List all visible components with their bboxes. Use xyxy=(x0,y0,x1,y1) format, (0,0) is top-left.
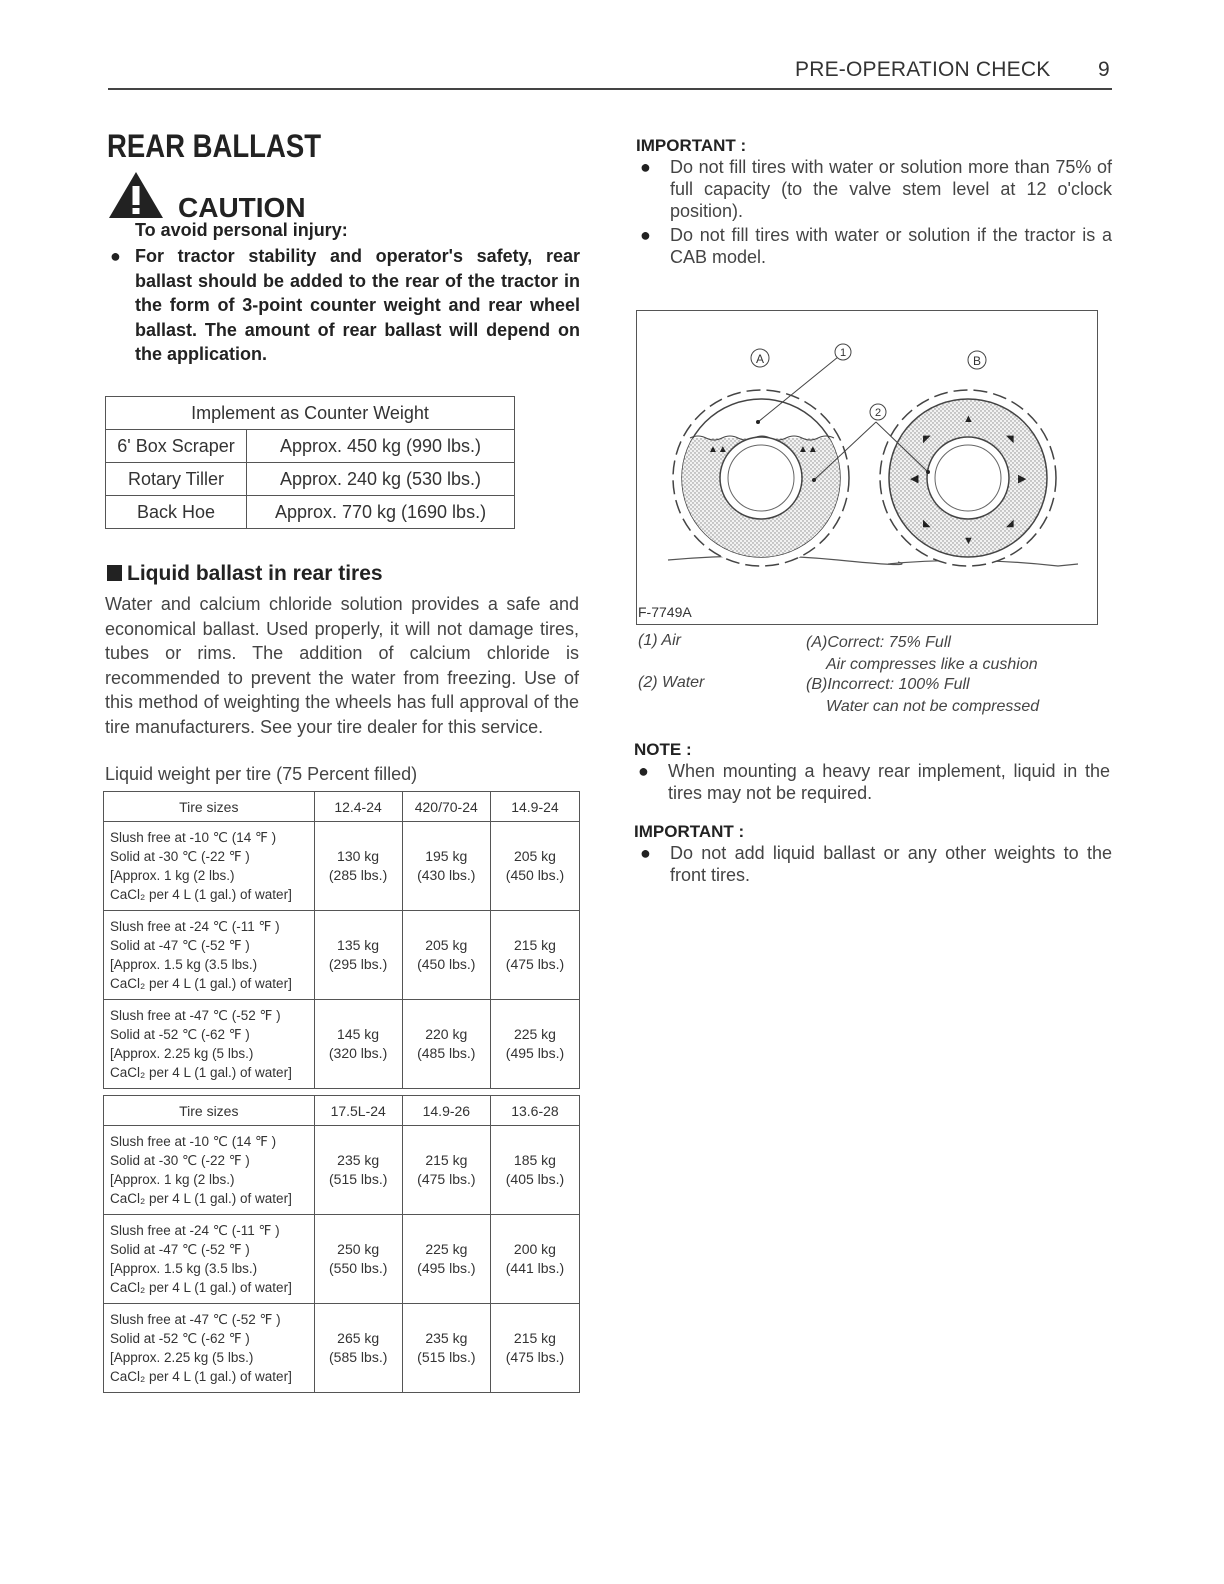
condition-line: CaCl₂ per 4 L (1 gal.) of water] xyxy=(110,1369,292,1384)
weight-lbs: (450 lbs.) xyxy=(417,956,476,972)
tire-size-header: 17.5L-24 xyxy=(314,1096,402,1126)
important-bullet-text: Do not fill tires with water or solution if the tractor is a CAB model. xyxy=(670,225,1112,267)
condition-cell xyxy=(104,1000,315,1089)
legend-a-line1: (A)Correct: 75% Full xyxy=(806,634,951,651)
legend-air: (1) Air xyxy=(638,632,681,649)
weight-value-cell xyxy=(402,1304,490,1393)
weight-value-cell xyxy=(402,1215,490,1304)
weight-lbs: (285 lbs.) xyxy=(328,867,388,883)
condition-line: [Approx. 2.25 kg (5 lbs.) xyxy=(110,1046,254,1061)
weight-kg: 215 kg xyxy=(513,937,556,953)
caution-bullet xyxy=(110,244,580,367)
figure-id: F-7749A xyxy=(638,604,692,620)
liquid-ballast-heading xyxy=(107,562,383,586)
weight-value-cell xyxy=(490,1000,579,1089)
weight-lbs: (450 lbs.) xyxy=(505,867,565,883)
condition-line: Slush free at -47 ℃ (-52 ℉ ) xyxy=(110,1312,281,1327)
weight-value-cell xyxy=(490,1126,579,1215)
table-row xyxy=(104,1000,580,1089)
condition-line: CaCl₂ per 4 L (1 gal.) of water] xyxy=(110,887,292,902)
weight-lbs: (475 lbs.) xyxy=(505,1349,565,1365)
table-row xyxy=(104,1215,580,1304)
weight-lbs: (475 lbs.) xyxy=(505,956,565,972)
condition-line: CaCl₂ per 4 L (1 gal.) of water] xyxy=(110,1191,292,1206)
condition-line: CaCl₂ per 4 L (1 gal.) of water] xyxy=(110,976,292,991)
weight-kg: 215 kg xyxy=(513,1330,556,1346)
weight-lbs: (430 lbs.) xyxy=(417,867,476,883)
section-title: REAR BALLAST xyxy=(107,128,322,164)
weight-lbs: (441 lbs.) xyxy=(505,1260,565,1276)
weight-cell: Approx. 240 kg (530 lbs.) xyxy=(247,463,515,496)
weight-kg: 220 kg xyxy=(425,1026,468,1042)
important-bullet-text: Do not add liquid ballast or any other weights to the front tires. xyxy=(670,843,1112,885)
weight-kg: 135 kg xyxy=(337,937,380,953)
page-number: 9 xyxy=(1098,58,1110,81)
condition-line: Solid at -47 ℃ (-52 ℉ ) xyxy=(110,1242,250,1257)
warning-triangle-icon xyxy=(107,170,165,220)
table-row xyxy=(104,1126,580,1215)
weight-value-cell xyxy=(402,1000,490,1089)
condition-cell xyxy=(104,1126,315,1215)
condition-cell xyxy=(104,1215,315,1304)
weight-lbs: (495 lbs.) xyxy=(417,1260,476,1276)
weight-kg: 205 kg xyxy=(425,937,468,953)
weight-lbs: (515 lbs.) xyxy=(329,1171,388,1187)
legend-b-line2: Water can not be compressed xyxy=(826,698,1040,715)
weight-value-cell xyxy=(314,1000,402,1089)
weight-lbs: (495 lbs.) xyxy=(505,1045,565,1061)
weight-kg: 195 kg xyxy=(425,848,468,864)
weight-value-cell xyxy=(402,1126,490,1215)
weight-kg: 145 kg xyxy=(337,1026,380,1042)
liquid-weight-table-1 xyxy=(103,791,580,1089)
weight-value-cell xyxy=(490,822,579,911)
condition-line: Slush free at -47 ℃ (-52 ℉ ) xyxy=(110,1008,281,1023)
weight-kg: 215 kg xyxy=(425,1152,468,1168)
weight-kg: 225 kg xyxy=(513,1026,556,1042)
weight-kg: 265 kg xyxy=(337,1330,380,1346)
svg-text:◀: ◀ xyxy=(910,473,919,485)
weight-lbs: (550 lbs.) xyxy=(329,1260,388,1276)
liquid-ballast-body: Water and calcium chloride solution provides a safe and economical ballast. Used properly, it will not damage tires, tubes or rims. The addition of calcium chloride is recommended to prevent the water from freezing. Use of this method of weighting the wheels has full approval of the tire manufacturers. See your tire dealer for this service. xyxy=(105,594,579,737)
condition-line: Slush free at -24 ℃ (-11 ℉ ) xyxy=(110,1223,280,1238)
note-bullet-text: When mounting a heavy rear implement, liquid in the tires may not be required. xyxy=(668,761,1110,803)
weight-value-cell xyxy=(490,1304,579,1393)
condition-line: Slush free at -10 ℃ (14 ℉ ) xyxy=(110,1134,277,1149)
tire-b xyxy=(880,390,1056,566)
condition-line: [Approx. 2.25 kg (5 lbs.) xyxy=(110,1350,254,1365)
tire-size-header: 14.9-24 xyxy=(490,792,579,822)
weight-value-cell xyxy=(314,1215,402,1304)
table-row xyxy=(106,496,515,529)
liquid-weight-table-2 xyxy=(103,1095,580,1393)
svg-text:▲▲: ▲▲ xyxy=(798,444,818,455)
important-bullet-2 xyxy=(640,224,1112,268)
condition-line: Solid at -47 ℃ (-52 ℉ ) xyxy=(110,938,250,953)
weight-lbs: (515 lbs.) xyxy=(417,1349,476,1365)
header-divider xyxy=(108,88,1112,90)
bullet-dot: ● xyxy=(638,761,649,781)
weight-cell: Approx. 450 kg (990 lbs.) xyxy=(247,430,515,463)
legend-a-line2: Air compresses like a cushion xyxy=(826,656,1038,673)
counter-weight-table-header: Implement as Counter Weight xyxy=(106,397,515,430)
weight-value-cell xyxy=(314,822,402,911)
weight-value-cell xyxy=(314,911,402,1000)
liquid-ballast-title: Liquid ballast in rear tires xyxy=(127,562,383,585)
tire-a xyxy=(673,390,849,568)
svg-text:◤: ◤ xyxy=(923,434,931,445)
weight-lbs: (475 lbs.) xyxy=(417,1171,476,1187)
tire-size-header: 14.9-26 xyxy=(402,1096,490,1126)
condition-line: Solid at -30 ℃ (-22 ℉ ) xyxy=(110,849,250,864)
svg-text:◣: ◣ xyxy=(923,518,931,529)
svg-text:▼: ▼ xyxy=(963,535,974,547)
condition-line: Slush free at -10 ℃ (14 ℉ ) xyxy=(110,830,277,845)
tire-size-header: 420/70-24 xyxy=(402,792,490,822)
label-a: A xyxy=(755,352,765,366)
tire-sizes-header: Tire sizes xyxy=(104,792,315,822)
svg-text:▲▲: ▲▲ xyxy=(708,444,728,455)
tire-sizes-header: Tire sizes xyxy=(104,1096,315,1126)
note-label: NOTE : xyxy=(634,740,692,759)
weight-lbs: (405 lbs.) xyxy=(505,1171,565,1187)
table-header-row xyxy=(104,1096,580,1126)
weight-kg: 205 kg xyxy=(513,848,556,864)
label-1: 1 xyxy=(839,347,847,359)
condition-line: [Approx. 1 kg (2 lbs.) xyxy=(110,868,235,883)
implement-cell: 6' Box Scraper xyxy=(106,430,247,463)
weight-kg: 250 kg xyxy=(337,1241,380,1257)
table-row xyxy=(104,1304,580,1393)
page-header-title: PRE-OPERATION CHECK xyxy=(795,58,1051,81)
weight-lbs: (585 lbs.) xyxy=(329,1349,388,1365)
tire-ballast-figure xyxy=(638,312,1094,602)
caution-bullet-text: For tractor stability and operator's safety, rear ballast should be added to the rear of the tractor in the form of 3-point counter weight and rear wheel ballast. The amount of rear ballast will depend on the application. xyxy=(135,246,580,364)
table-row xyxy=(104,822,580,911)
table-header-row xyxy=(104,792,580,822)
condition-line: Solid at -30 ℃ (-22 ℉ ) xyxy=(110,1153,250,1168)
condition-line: Solid at -52 ℃ (-62 ℉ ) xyxy=(110,1027,250,1042)
caution-heading: CAUTION xyxy=(178,192,306,223)
important-bullet-1 xyxy=(640,156,1112,222)
condition-line: CaCl₂ per 4 L (1 gal.) of water] xyxy=(110,1280,292,1295)
weight-kg: 225 kg xyxy=(425,1241,468,1257)
weight-lbs: (320 lbs.) xyxy=(328,1045,388,1061)
important-label-2: IMPORTANT : xyxy=(634,822,745,841)
caution-subtitle: To avoid personal injury: xyxy=(135,220,348,240)
condition-line: [Approx. 1 kg (2 lbs.) xyxy=(110,1172,235,1187)
weight-cell: Approx. 770 kg (1690 lbs.) xyxy=(247,496,515,529)
condition-line: [Approx. 1.5 kg (3.5 lbs.) xyxy=(110,957,258,972)
bullet-dot: ● xyxy=(640,843,651,863)
weight-kg: 235 kg xyxy=(425,1330,468,1346)
svg-text:◥: ◥ xyxy=(1006,434,1014,445)
weight-kg: 130 kg xyxy=(337,848,380,864)
weight-value-cell xyxy=(490,1215,579,1304)
tire-size-header: 13.6-28 xyxy=(490,1096,579,1126)
weight-value-cell xyxy=(314,1304,402,1393)
weight-kg: 200 kg xyxy=(513,1241,556,1257)
condition-line: Slush free at -24 ℃ (-11 ℉ ) xyxy=(110,919,280,934)
label-b: B xyxy=(972,354,982,368)
legend-b-line1: (B)Incorrect: 100% Full xyxy=(806,676,970,693)
weight-value-cell xyxy=(314,1126,402,1215)
weight-kg: 185 kg xyxy=(513,1152,556,1168)
table-row xyxy=(106,463,515,496)
tire-size-header: 12.4-24 xyxy=(314,792,402,822)
svg-text:▲: ▲ xyxy=(963,413,974,425)
counter-weight-table xyxy=(105,396,515,529)
svg-text:◢: ◢ xyxy=(1006,518,1014,529)
bullet-dot: ● xyxy=(110,246,121,266)
table-row xyxy=(106,430,515,463)
condition-line: CaCl₂ per 4 L (1 gal.) of water] xyxy=(110,1065,292,1080)
weight-lbs: (485 lbs.) xyxy=(417,1045,476,1061)
condition-cell xyxy=(104,822,315,911)
table-row xyxy=(104,911,580,1000)
weight-value-cell xyxy=(402,822,490,911)
square-bullet-icon xyxy=(107,565,122,581)
weight-kg: 235 kg xyxy=(337,1152,380,1168)
liquid-weight-caption: Liquid weight per tire (75 Percent filled) xyxy=(105,764,418,784)
note-bullet xyxy=(638,760,1110,804)
condition-cell xyxy=(104,1304,315,1393)
legend-water: (2) Water xyxy=(638,674,705,691)
weight-value-cell xyxy=(402,911,490,1000)
condition-cell xyxy=(104,911,315,1000)
weight-value-cell xyxy=(490,911,579,1000)
svg-text:▶: ▶ xyxy=(1018,473,1027,485)
important-bullet-3 xyxy=(640,842,1112,886)
implement-cell: Back Hoe xyxy=(106,496,247,529)
label-2: 2 xyxy=(874,407,882,419)
bullet-dot: ● xyxy=(640,225,651,245)
condition-line: Solid at -52 ℃ (-62 ℉ ) xyxy=(110,1331,250,1346)
weight-lbs: (295 lbs.) xyxy=(328,956,388,972)
important-label: IMPORTANT : xyxy=(636,136,747,155)
bullet-dot: ● xyxy=(640,157,651,177)
implement-cell: Rotary Tiller xyxy=(106,463,247,496)
condition-line: [Approx. 1.5 kg (3.5 lbs.) xyxy=(110,1261,258,1276)
important-bullet-text: Do not fill tires with water or solution more than 75% of full capacity (to the valve stem level at 12 o'clock position). xyxy=(670,157,1112,221)
